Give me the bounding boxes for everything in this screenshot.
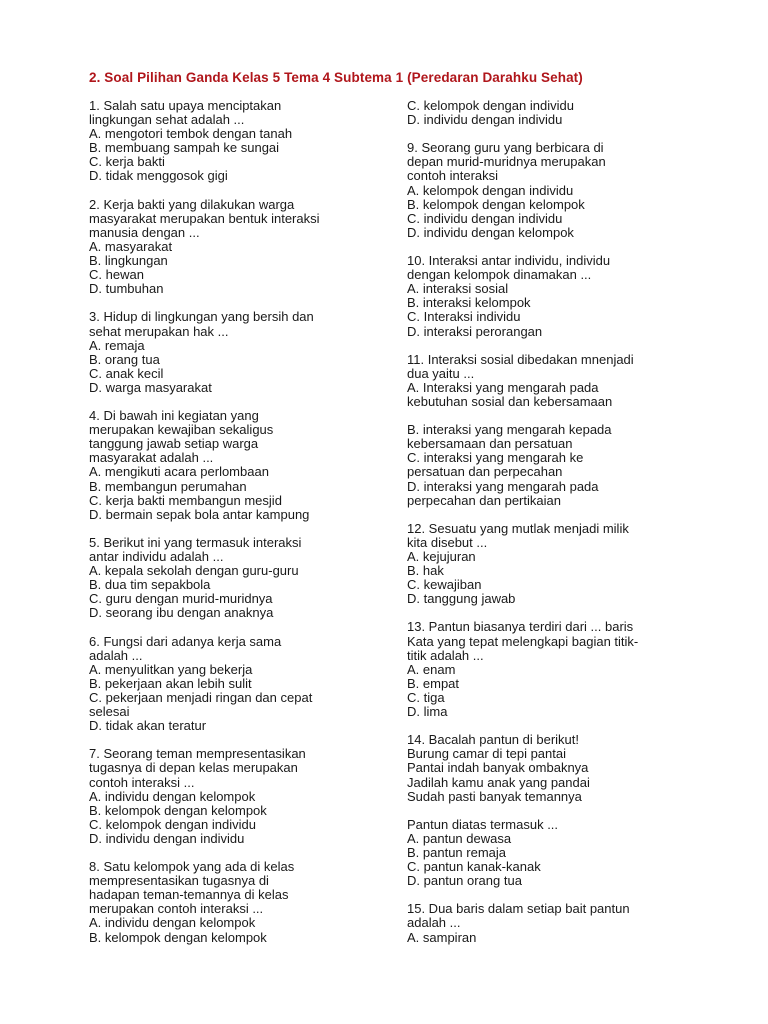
text-line: C. hewan xyxy=(89,267,144,283)
text-line: C. kerja bakti xyxy=(89,154,165,170)
text-line: adalah ... xyxy=(89,647,143,663)
text-line: kebersamaan dan persatuan xyxy=(407,436,573,452)
text-line: 10. Interaksi antar individu, individu xyxy=(407,253,611,269)
text-line: selesai xyxy=(89,704,130,720)
text-line: Kata yang tepat melengkapi bagian titik- xyxy=(407,633,639,649)
question-block xyxy=(407,522,697,607)
text-line: masyarakat merupakan bentuk interaksi xyxy=(89,210,320,226)
text-line: B. dua tim sepakbola xyxy=(89,577,211,593)
text-line: A. individu dengan kelompok xyxy=(89,915,256,931)
text-line: D. individu dengan individu xyxy=(89,830,245,846)
text-line: A. masyarakat xyxy=(89,238,173,254)
text-line: 3. Hidup di lingkungan yang bersih dan xyxy=(89,309,314,325)
text-line: 14. Bacalah pantun di berikut! xyxy=(407,732,580,748)
text-line: 11. Interaksi sosial dibedakan mnenjadi xyxy=(407,351,634,367)
text-line: contoh interaksi ... xyxy=(89,774,195,790)
question-block xyxy=(407,254,697,339)
text-line: C. kerja bakti membangun mesjid xyxy=(89,492,282,508)
text-line: depan murid-muridnya merupakan xyxy=(407,154,606,170)
text-line: C. guru dengan murid-muridnya xyxy=(89,591,273,607)
text-line: antar individu adalah ... xyxy=(89,549,224,564)
text-line: D. individu dengan individu xyxy=(407,112,563,128)
text-line: Pantun diatas termasuk ... xyxy=(407,816,559,832)
text-line: B. membuang sampah ke sungai xyxy=(89,140,280,156)
question-block xyxy=(89,635,389,734)
text-line: mempresentasikan tugasnya di xyxy=(89,873,269,889)
text-line: B. pantun remaja xyxy=(407,844,507,860)
text-line: 7. Seorang teman mempresentasikan xyxy=(89,746,306,762)
text-line: A. enam xyxy=(407,661,456,677)
text-line: Jadilah kamu anak yang pandai xyxy=(407,774,590,790)
question-block xyxy=(407,902,697,944)
text-line: C. individu dengan individu xyxy=(407,210,563,226)
text-line: B. kelompok dengan kelompok xyxy=(89,929,267,945)
text-line: 6. Fungsi dari adanya kerja sama xyxy=(89,633,282,649)
text-line: B. orang tua xyxy=(89,351,160,367)
text-line: D. bermain sepak bola antar kampung xyxy=(89,506,310,522)
text-line: D. tanggung jawab xyxy=(407,591,516,607)
text-line: merupakan kewajiban sekaligus xyxy=(89,422,274,438)
text-line: C. kewajiban xyxy=(407,577,482,593)
right-column xyxy=(407,99,697,959)
text-line: persatuan dan perpecahan xyxy=(407,464,563,480)
text-line: tanggung jawab setiap warga xyxy=(89,436,259,452)
text-line: hadapan teman-temannya di kelas xyxy=(89,887,289,903)
question-block xyxy=(407,733,697,803)
text-line: 4. Di bawah ini kegiatan yang xyxy=(89,408,259,424)
text-line: D. seorang ibu dengan anaknya xyxy=(89,605,274,621)
text-line: D. tumbuhan xyxy=(89,281,164,297)
question-block xyxy=(89,99,389,184)
question-block xyxy=(407,620,697,719)
text-line: B. pekerjaan akan lebih sulit xyxy=(89,675,252,691)
text-line: C. kelompok dengan individu xyxy=(407,98,574,113)
text-line: manusia dengan ... xyxy=(89,224,200,240)
text-line: sehat merupakan hak ... xyxy=(89,323,229,339)
text-line: A. sampiran xyxy=(407,929,477,945)
text-line: B. kelompok dengan kelompok xyxy=(407,196,585,212)
text-line: dua yaitu ... xyxy=(407,365,475,381)
text-line: A. remaja xyxy=(89,337,145,353)
text-line: A. Interaksi yang mengarah pada xyxy=(407,379,599,395)
text-line: C. interaksi yang mengarah ke xyxy=(407,450,584,466)
text-line: A. interaksi sosial xyxy=(407,281,509,297)
text-line: A. kelompok dengan individu xyxy=(407,182,574,198)
text-line: D. warga masyarakat xyxy=(89,379,212,395)
text-line: contoh interaksi xyxy=(407,168,499,184)
text-line: B. lingkungan xyxy=(89,253,168,269)
text-line: A. pantun dewasa xyxy=(407,830,512,846)
text-line: B. interaksi kelompok xyxy=(407,295,531,311)
text-line: B. membangun perumahan xyxy=(89,478,247,494)
text-line: A. mengikuti acara perlombaan xyxy=(89,464,269,480)
text-line: B. empat xyxy=(407,675,460,691)
question-block xyxy=(89,198,389,297)
question-block xyxy=(407,353,697,409)
text-line: B. hak xyxy=(407,563,444,579)
text-line: masyarakat adalah ... xyxy=(89,450,214,466)
text-line: A. mengotori tembok dengan tanah xyxy=(89,126,293,142)
text-line: Pantai indah banyak ombaknya xyxy=(407,760,589,776)
left-column xyxy=(89,99,389,959)
text-line: B. kelompok dengan kelompok xyxy=(89,802,267,818)
question-block xyxy=(407,141,697,240)
text-line: D. individu dengan kelompok xyxy=(407,224,574,240)
text-line: adalah ... xyxy=(407,915,461,931)
text-line: 13. Pantun biasanya terdiri dari ... baris xyxy=(407,619,634,635)
text-line: kita disebut ... xyxy=(407,534,488,550)
text-line: A. kepala sekolah dengan guru-guru xyxy=(89,563,299,579)
question-block xyxy=(89,536,389,621)
question-block xyxy=(407,99,697,127)
text-line: C. tiga xyxy=(407,689,445,705)
question-block xyxy=(89,310,389,395)
text-line: 12. Sesuatu yang mutlak menjadi milik xyxy=(407,520,629,536)
text-line: A. menyulitkan yang bekerja xyxy=(89,661,253,677)
text-line: B. interaksi yang mengarah kepada xyxy=(407,422,612,438)
text-line: C. pekerjaan menjadi ringan dan cepat xyxy=(89,689,313,705)
text-line: kebutuhan sosial dan kebersamaan xyxy=(407,393,613,409)
text-line: D. tidak menggosok gigi xyxy=(89,168,228,184)
text-line: D. interaksi perorangan xyxy=(407,323,543,339)
text-line: 2. Kerja bakti yang dilakukan warga xyxy=(89,196,295,212)
question-block xyxy=(89,409,389,522)
text-line: perpecahan dan pertikaian xyxy=(407,492,561,508)
text-line: Sudah pasti banyak temannya xyxy=(407,788,582,804)
question-block xyxy=(89,860,389,945)
text-line: dengan kelompok dinamakan ... xyxy=(407,267,592,283)
text-line: C. Interaksi individu xyxy=(407,309,521,325)
text-line: D. tidak akan teratur xyxy=(89,718,207,734)
text-line: Burung camar di tepi pantai xyxy=(407,746,566,762)
text-line: merupakan contoh interaksi ... xyxy=(89,901,264,917)
text-line: C. pantun kanak-kanak xyxy=(407,859,541,875)
text-line: A. individu dengan kelompok xyxy=(89,788,256,804)
page-title: 2. Soal Pilihan Ganda Kelas 5 Tema 4 Subtema 1 (Peredaran Darahku Sehat) xyxy=(89,70,583,85)
question-block xyxy=(407,818,697,888)
text-line: lingkungan sehat adalah ... xyxy=(89,112,245,128)
text-line: C. anak kecil xyxy=(89,365,164,381)
text-line: C. kelompok dengan individu xyxy=(89,816,256,832)
text-line: 8. Satu kelompok yang ada di kelas xyxy=(89,859,295,875)
text-line: D. interaksi yang mengarah pada xyxy=(407,478,599,494)
text-line: 9. Seorang guru yang berbicara di xyxy=(407,140,604,156)
text-line: titik adalah ... xyxy=(407,647,484,663)
text-line: A. kejujuran xyxy=(407,549,476,564)
text-line: 15. Dua baris dalam setiap bait pantun xyxy=(407,901,630,917)
text-line: D. pantun orang tua xyxy=(407,873,522,889)
text-line: D. lima xyxy=(407,704,448,720)
question-block xyxy=(89,747,389,846)
text-line: tugasnya di depan kelas merupakan xyxy=(89,760,298,776)
text-line: 5. Berikut ini yang termasuk interaksi xyxy=(89,534,302,550)
question-block xyxy=(407,423,697,508)
text-line: 1. Salah satu upaya menciptakan xyxy=(89,98,282,113)
